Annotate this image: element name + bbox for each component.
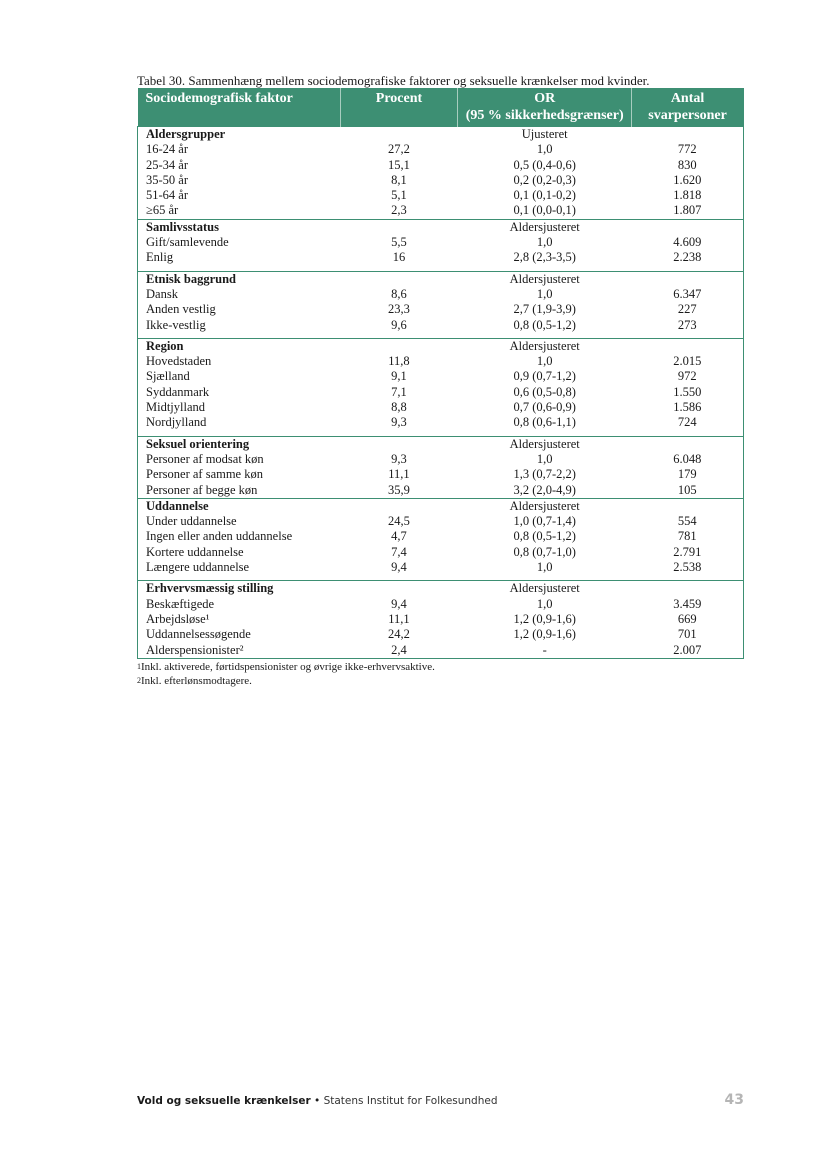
row-label: Alderspensionister²	[138, 643, 341, 659]
row-or: 1,2 (0,9-1,6)	[513, 627, 576, 642]
row-antal: 1.620	[632, 173, 744, 188]
footnotes	[137, 660, 435, 688]
group-empty-cell	[632, 219, 744, 235]
row-procent: 8,1	[391, 172, 407, 187]
table-row	[138, 158, 744, 173]
group-empty-cell	[340, 127, 458, 143]
row-label: Personer af modsat køn	[138, 452, 341, 467]
row-antal: 2.238	[632, 250, 744, 271]
table-row	[138, 643, 744, 659]
table-row	[138, 142, 744, 157]
row-antal: 227	[632, 302, 744, 317]
row-procent: 2,3	[340, 203, 458, 219]
row-antal: 6.048	[632, 452, 744, 467]
row-or: 0,8 (0,7-1,0)	[513, 544, 576, 559]
row-or: 0,9 (0,7-1,2)	[513, 369, 576, 384]
footnote-mark: 1	[137, 662, 141, 671]
row-or: 0,8 (0,5-1,2)	[458, 318, 632, 339]
group-adjustment: Aldersjusteret	[458, 581, 632, 597]
row-antal: 1.818	[632, 188, 744, 203]
group-adjustment: Aldersjusteret	[458, 498, 632, 514]
row-or: 1,0	[536, 142, 553, 157]
header-antal-line2: svarpersoner	[648, 108, 727, 123]
group-empty-cell	[340, 219, 458, 235]
table-row	[138, 235, 744, 250]
table-row	[138, 385, 744, 400]
row-label: Under uddannelse	[138, 514, 341, 529]
row-procent: 9,1	[391, 369, 407, 384]
row-procent: 23,3	[388, 302, 410, 317]
row-label: Arbejdsløse¹	[138, 612, 341, 627]
table-row	[138, 467, 744, 482]
row-antal: 1.586	[632, 400, 744, 415]
row-antal: 554	[632, 514, 744, 529]
group-title: Uddannelse	[138, 498, 341, 514]
table-row	[138, 173, 744, 188]
header-or-line2: (95 % sikkerhedsgrænser)	[465, 108, 624, 123]
row-or: 0,8 (0,6-1,1)	[458, 415, 632, 436]
row-procent: 7,4	[391, 544, 407, 559]
row-procent: 9,3	[391, 451, 407, 466]
footer-institute: Statens Institut for Folkesundhed	[323, 1095, 498, 1107]
row-antal: 273	[632, 318, 744, 339]
row-label: Personer af samme køn	[138, 467, 341, 482]
header-or	[458, 89, 632, 127]
row-antal: 179	[632, 467, 744, 482]
row-or: 1,0	[536, 596, 553, 611]
row-label: Enlig	[138, 250, 341, 271]
row-or: 1,0	[536, 286, 553, 301]
row-or: 2,7 (1,9-3,9)	[513, 302, 576, 317]
row-procent: 8,6	[391, 286, 407, 301]
group-empty-cell	[340, 271, 458, 287]
group-empty-cell	[632, 127, 744, 143]
table-row	[138, 612, 744, 627]
row-procent: 15,1	[388, 157, 410, 172]
row-label: ≥65 år	[138, 203, 341, 219]
header-antal	[632, 89, 744, 127]
footnote-mark: 2	[137, 676, 141, 685]
row-label: 16-24 år	[138, 142, 341, 157]
row-label: Hovedstaden	[138, 354, 341, 369]
table-row	[138, 203, 744, 219]
row-antal: 1.807	[632, 203, 744, 219]
row-label: 51-64 år	[138, 188, 341, 203]
row-or: 1,0	[536, 354, 553, 369]
row-procent: 11,1	[388, 467, 410, 482]
header-antal-line1: Antal	[670, 91, 705, 106]
row-or: 1,3 (0,7-2,2)	[513, 467, 576, 482]
row-procent: 11,1	[388, 611, 410, 626]
group-title: Samlivsstatus	[138, 219, 341, 235]
row-antal: 772	[632, 142, 744, 157]
group-empty-cell	[340, 498, 458, 514]
row-label: Midtjylland	[138, 400, 341, 415]
table-row	[138, 627, 744, 642]
row-label: 25-34 år	[138, 158, 341, 173]
row-label: Kortere uddannelse	[138, 545, 341, 560]
group-header-row	[138, 498, 744, 514]
row-procent: 8,8	[391, 400, 407, 415]
row-antal: 669	[632, 612, 744, 627]
table-row	[138, 529, 744, 544]
group-empty-cell	[632, 436, 744, 452]
row-label: Syddanmark	[138, 385, 341, 400]
table-row	[138, 452, 744, 467]
data-table	[137, 88, 744, 659]
table-row	[138, 369, 744, 384]
group-title: Aldersgrupper	[138, 127, 341, 143]
footnote-text: Inkl. efterlønsmodtagere.	[141, 675, 252, 687]
row-label: Dansk	[138, 287, 341, 302]
row-antal: 105	[632, 483, 744, 499]
row-label: Længere uddannelse	[138, 560, 341, 581]
header-or-line1: OR	[534, 91, 556, 106]
table-row	[138, 250, 744, 271]
table-body	[138, 127, 744, 659]
group-header-row	[138, 436, 744, 452]
footnote	[137, 674, 435, 688]
row-procent: 5,5	[391, 235, 407, 250]
footer-separator: •	[310, 1095, 324, 1107]
group-adjustment: Aldersjusteret	[458, 219, 632, 235]
row-antal: 6.347	[632, 287, 744, 302]
table-row	[138, 415, 744, 436]
group-header-row	[138, 219, 744, 235]
group-header-row	[138, 581, 744, 597]
row-antal: 2.791	[632, 545, 744, 560]
footnote	[137, 660, 435, 674]
row-procent: 27,2	[388, 142, 410, 157]
page-number: 43	[724, 1092, 744, 1108]
group-empty-cell	[632, 271, 744, 287]
row-label: Nordjylland	[138, 415, 341, 436]
row-label: Anden vestlig	[138, 302, 341, 317]
footer-publication: Vold og seksuelle krænkelser	[137, 1095, 311, 1107]
group-empty-cell	[632, 581, 744, 597]
table-row	[138, 188, 744, 203]
group-empty-cell	[340, 436, 458, 452]
row-procent: 9,3	[340, 415, 458, 436]
group-title: Region	[138, 338, 341, 354]
header-faktor: Sociodemografisk faktor	[138, 89, 341, 127]
table-header	[138, 89, 744, 127]
table-row	[138, 318, 744, 339]
row-or: 1,2 (0,9-1,6)	[513, 611, 576, 626]
row-antal: 4.609	[632, 235, 744, 250]
row-or: 1,0 (0,7-1,4)	[513, 514, 576, 529]
row-or: 0,5 (0,4-0,6)	[513, 157, 576, 172]
table-row	[138, 560, 744, 581]
group-title: Seksuel orientering	[138, 436, 341, 452]
group-header-row	[138, 338, 744, 354]
row-antal: 3.459	[632, 597, 744, 612]
row-antal: 701	[632, 627, 744, 642]
row-procent: 9,4	[340, 560, 458, 581]
row-procent: 24,5	[388, 514, 410, 529]
row-label: Sjælland	[138, 369, 341, 384]
row-or: 0,2 (0,2-0,3)	[513, 172, 576, 187]
group-title: Etnisk baggrund	[138, 271, 341, 287]
row-or: 0,1 (0,1-0,2)	[513, 188, 576, 203]
group-adjustment: Ujusteret	[458, 127, 632, 143]
page-footer	[137, 1095, 498, 1107]
group-adjustment: Aldersjusteret	[458, 338, 632, 354]
row-procent: 7,1	[391, 384, 407, 399]
row-or: 1,0	[536, 451, 553, 466]
row-procent: 9,4	[391, 596, 407, 611]
table-row	[138, 545, 744, 560]
table-row	[138, 287, 744, 302]
row-antal: 2.538	[632, 560, 744, 581]
row-or: 1,0	[458, 560, 632, 581]
group-empty-cell	[340, 338, 458, 354]
row-or: 2,8 (2,3-3,5)	[458, 250, 632, 271]
row-antal: 2.007	[632, 643, 744, 659]
row-procent: 4,7	[391, 529, 407, 544]
table-caption: Tabel 30. Sammenhæng mellem sociodemografiske faktorer og seksuelle krænkelser mod kvinder.	[137, 73, 650, 88]
row-antal: 1.550	[632, 385, 744, 400]
group-header-row	[138, 271, 744, 287]
row-label: Uddannelsessøgende	[138, 627, 341, 642]
row-label: Ingen eller anden uddannelse	[138, 529, 341, 544]
table-row	[138, 354, 744, 369]
row-antal: 724	[632, 415, 744, 436]
row-procent: 9,6	[340, 318, 458, 339]
group-empty-cell	[632, 338, 744, 354]
row-or: 1,0	[536, 235, 553, 250]
table-row	[138, 400, 744, 415]
row-antal: 781	[632, 529, 744, 544]
row-or: -	[458, 643, 632, 659]
row-antal: 2.015	[632, 354, 744, 369]
row-label: 35-50 år	[138, 173, 341, 188]
row-or: 3,2 (2,0-4,9)	[458, 483, 632, 499]
row-procent: 16	[340, 250, 458, 271]
row-procent: 24,2	[388, 627, 410, 642]
row-or: 0,7 (0,6-0,9)	[513, 400, 576, 415]
table-row	[138, 483, 744, 499]
row-or: 0,8 (0,5-1,2)	[513, 529, 576, 544]
row-label: Gift/samlevende	[138, 235, 341, 250]
group-adjustment: Aldersjusteret	[458, 271, 632, 287]
row-antal: 972	[632, 369, 744, 384]
row-procent: 5,1	[391, 188, 407, 203]
group-header-row	[138, 127, 744, 143]
group-empty-cell	[340, 581, 458, 597]
row-procent: 2,4	[340, 643, 458, 659]
row-label: Personer af begge køn	[138, 483, 341, 499]
row-procent: 11,8	[388, 354, 410, 369]
footnote-text: Inkl. aktiverede, førtidspensionister og øvrige ikke-erhvervsaktive.	[141, 661, 435, 673]
row-label: Beskæftigede	[138, 597, 341, 612]
row-or: 0,1 (0,0-0,1)	[458, 203, 632, 219]
table-row	[138, 302, 744, 317]
row-or: 0,6 (0,5-0,8)	[513, 384, 576, 399]
table-row	[138, 597, 744, 612]
row-antal: 830	[632, 158, 744, 173]
table-row	[138, 514, 744, 529]
group-title: Erhvervsmæssig stilling	[138, 581, 341, 597]
row-label: Ikke-vestlig	[138, 318, 341, 339]
row-procent: 35,9	[340, 483, 458, 499]
group-empty-cell	[632, 498, 744, 514]
group-adjustment: Aldersjusteret	[458, 436, 632, 452]
header-procent: Procent	[340, 89, 458, 127]
